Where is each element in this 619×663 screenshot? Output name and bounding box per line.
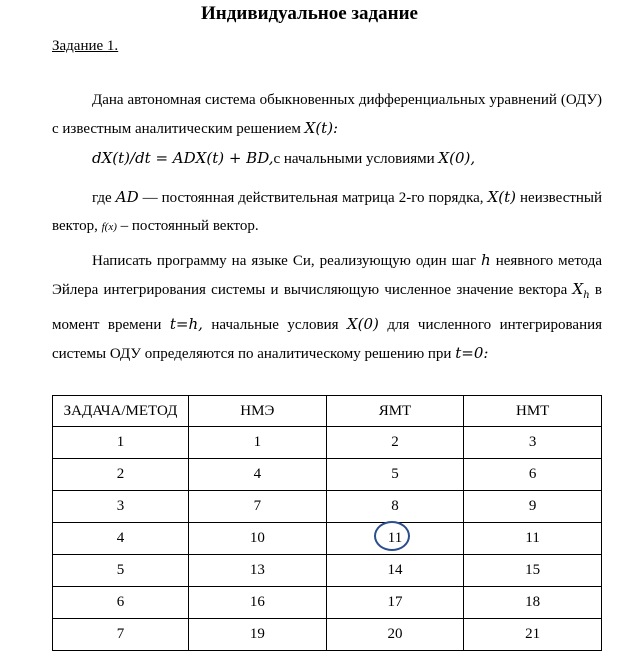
equation-text: с начальными условиями [273, 151, 435, 167]
table-cell: 4 [53, 523, 189, 555]
task-h: h [481, 251, 491, 269]
table-cell: 3 [53, 491, 189, 523]
table-cell: 19 [189, 619, 327, 651]
table-cell: 18 [464, 587, 602, 619]
table-row [53, 555, 602, 587]
table-cell: 1 [53, 427, 189, 459]
circled-value: 11 [388, 530, 402, 547]
header-nme: НМЭ [189, 396, 327, 427]
table-cell: 2 [53, 459, 189, 491]
table-cell: 20 [326, 619, 464, 651]
equation-initial: X(0), [438, 149, 476, 167]
table-cell: 21 [464, 619, 602, 651]
table-cell: 5 [326, 459, 464, 491]
def-fx: f(x) [101, 221, 117, 233]
def-ad: AD [115, 188, 139, 206]
table-cell: 3 [464, 427, 602, 459]
page-title: Индивидуальное задание [201, 3, 418, 24]
task-text1: Написать программу на языке Си, реализующую один шаг [92, 253, 476, 269]
def-text2: неизвестный вектор, [52, 190, 603, 234]
table-row [53, 587, 602, 619]
table-cell: 10 [189, 523, 327, 555]
task-t-eq-0: t=0: [455, 344, 489, 362]
table-cell: 7 [189, 491, 327, 523]
table-cell: 8 [326, 491, 464, 523]
task-text2: неявного метода Эйлера интегрирования системы и вычисляющую численное значение вектора [52, 253, 603, 298]
intro-text: Дана автономная система обыкновенных дифференциальных уравнений (ОДУ) с известным аналитическим решением [52, 92, 602, 137]
paragraph-task [52, 246, 602, 368]
table-cell: 6 [53, 587, 189, 619]
header-ymt: ЯМТ [326, 396, 464, 427]
table-row [53, 523, 602, 555]
table-row [53, 427, 602, 459]
task-t-eq-h: t=h, [169, 315, 203, 333]
highlight-circle [374, 521, 410, 551]
table-header-row [53, 396, 602, 427]
equation-line [92, 149, 475, 168]
paragraph-definitions [52, 183, 602, 241]
table-cell: 4 [189, 459, 327, 491]
header-nmt: НМТ [464, 396, 602, 427]
table-cell: 6 [464, 459, 602, 491]
task-xh: $X_h$ [572, 280, 590, 301]
task-heading: Задание 1. [52, 38, 119, 54]
def-text3: – постоянный вектор. [120, 218, 259, 234]
paragraph-intro [52, 86, 602, 143]
table-cell: 11 [464, 523, 602, 555]
table-cell: 2 [326, 427, 464, 459]
table-row [53, 491, 602, 523]
table-cell: 17 [326, 587, 464, 619]
task-x0: X(0) [346, 315, 379, 333]
def-xt: X(t) [487, 188, 516, 206]
table-cell: 7 [53, 619, 189, 651]
table-cell: 1 [189, 427, 327, 459]
table-cell: 13 [189, 555, 327, 587]
tasks-table [52, 395, 602, 651]
def-text1: — постоянная действительная матрица 2-го порядка, [142, 190, 484, 206]
table-row [53, 619, 602, 651]
table-cell: 15 [464, 555, 602, 587]
table-cell: 9 [464, 491, 602, 523]
header-task-method: ЗАДАЧА/МЕТОД [53, 396, 189, 427]
table-row [53, 459, 602, 491]
def-where: где [92, 190, 112, 206]
table-cell: 16 [189, 587, 327, 619]
table-cell: 5 [53, 555, 189, 587]
table-cell-highlighted [326, 523, 464, 555]
task-text3: в момент времени [52, 282, 602, 333]
table-cell: 14 [326, 555, 464, 587]
task-text5: для численного интегрирования системы ОДУ определяются по аналитическому решению при [52, 317, 603, 362]
equation-formula: dX(t)/dt = ADX(t) + BD, [92, 149, 274, 167]
intro-math-xt: X(t): [304, 119, 339, 137]
task-text4: начальные условия [211, 317, 339, 333]
